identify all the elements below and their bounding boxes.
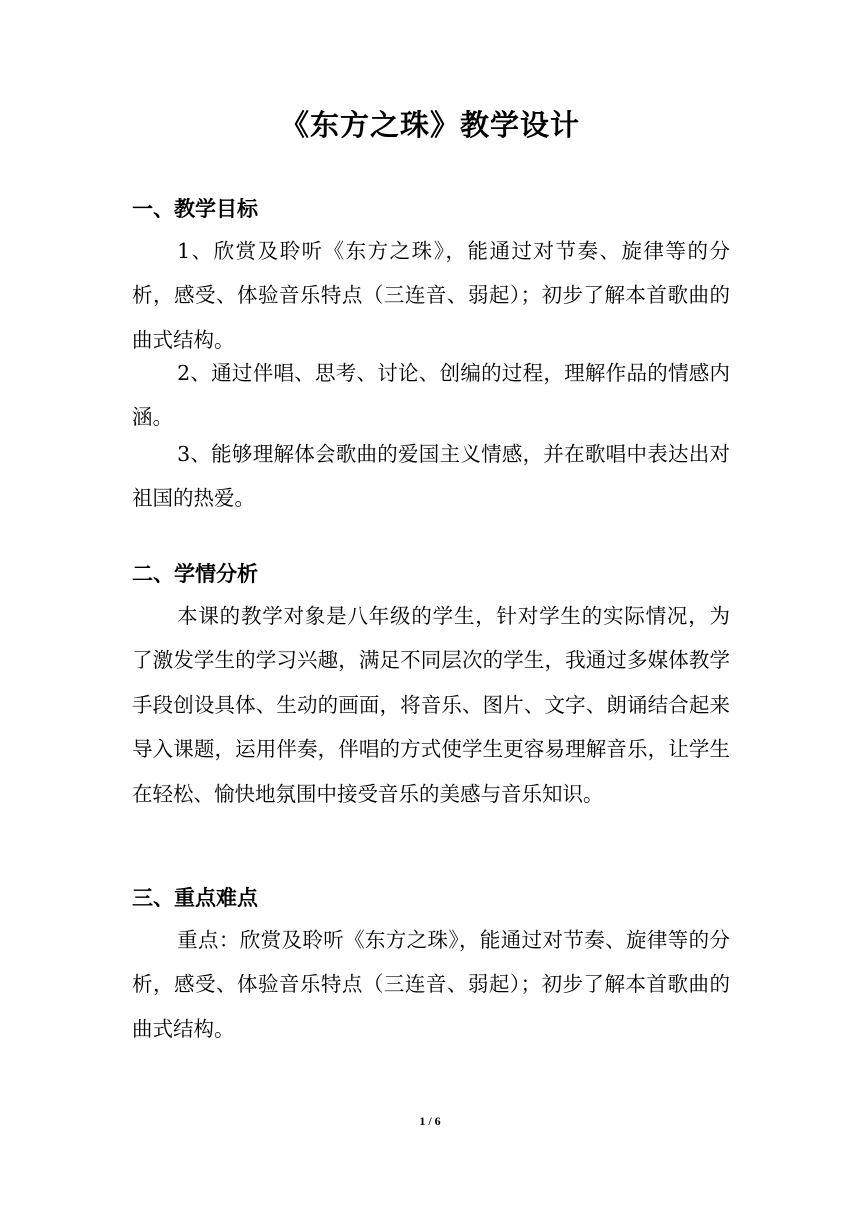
student-analysis-paragraph: 本课的教学对象是八年级的学生，针对学生的实际情况，为了激发学生的学习兴趣，满足不同层次的学生，我通过多媒体教学手段创设具体、生动的画面，将音乐、图片、文字、朗诵结合起来导入课题，运用伴奏，伴唱的方式使学生更容易理解音乐，让学生在轻松、愉快地氛围中接受音乐的美感与音乐知识。 (132, 604, 730, 806)
page-number: 1 / 6 (419, 1114, 441, 1128)
objective-paragraph-3: 3、能够理解体会歌曲的爱国主义情感，并在歌唱中表达出对祖国的热爱。 (132, 442, 730, 511)
section-heading-student-analysis: 二、学情分析 (132, 562, 258, 586)
document-title: 《东方之珠》教学设计 (279, 108, 580, 142)
section-heading-key-points: 三、重点难点 (132, 886, 258, 910)
objective-paragraph-2: 2、通过伴唱、思考、讨论、创编的过程，理解作品的情感内涵。 (132, 361, 730, 430)
objective-paragraph-1: 1、欣赏及聆听《东方之珠》，能通过对节奏、旋律等的分析，感受、体验音乐特点（三连音、弱起）；初步了解本首歌曲的曲式结构。 (132, 239, 730, 352)
section-heading-teaching-objectives: 一、教学目标 (132, 197, 258, 221)
key-points-paragraph: 重点：欣赏及聆听《东方之珠》，能通过对节奏、旋律等的分析，感受、体验音乐特点（三连音、弱起）；初步了解本首歌曲的曲式结构。 (132, 928, 730, 1041)
